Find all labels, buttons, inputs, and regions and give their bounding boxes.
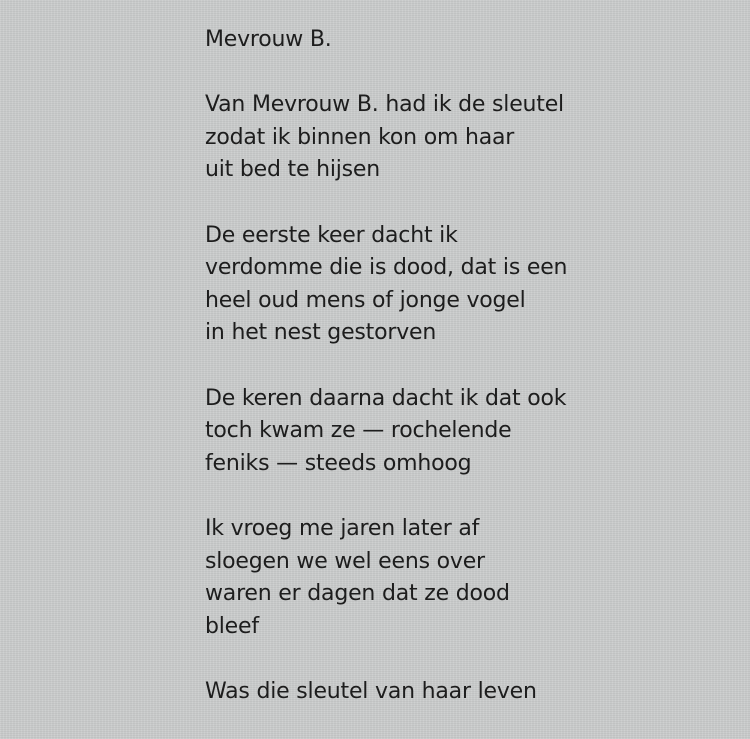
poem-line: zodat ik binnen kon om haar [205,124,515,150]
poem-line: Was die sleutel van haar leven [205,678,537,704]
poem-line: waren er dagen dat ze dood [205,581,510,607]
poem-line: Van Mevrouw B. had ik de sleutel [205,92,564,118]
stanza-1 [205,89,725,187]
poem-line: sloegen we wel eens over [205,548,485,574]
poem-line: heel oud mens of jonge vogel [205,287,526,313]
poem-line: verdomme die is dood, dat is een [205,255,568,281]
poem-line: bleef [205,613,259,639]
poem [205,24,725,708]
poem-line: feniks — steeds omhoog [205,450,472,476]
stanza-2 [205,220,725,350]
poem-line: toch kwam ze — rochelende [205,418,512,444]
stanza-3 [205,383,725,481]
poem-line: in het nest gestorven [205,320,437,346]
stanza-5 [205,676,725,709]
stanza-4 [205,513,725,643]
poem-line: uit bed te hijsen [205,157,380,183]
poem-line: De keren daarna dacht ik dat ook [205,385,567,411]
poem-title: Mevrouw B. [205,27,332,52]
poem-line: De eerste keer dacht ik [205,222,458,248]
poem-line: Ik vroeg me jaren later af [205,515,480,541]
